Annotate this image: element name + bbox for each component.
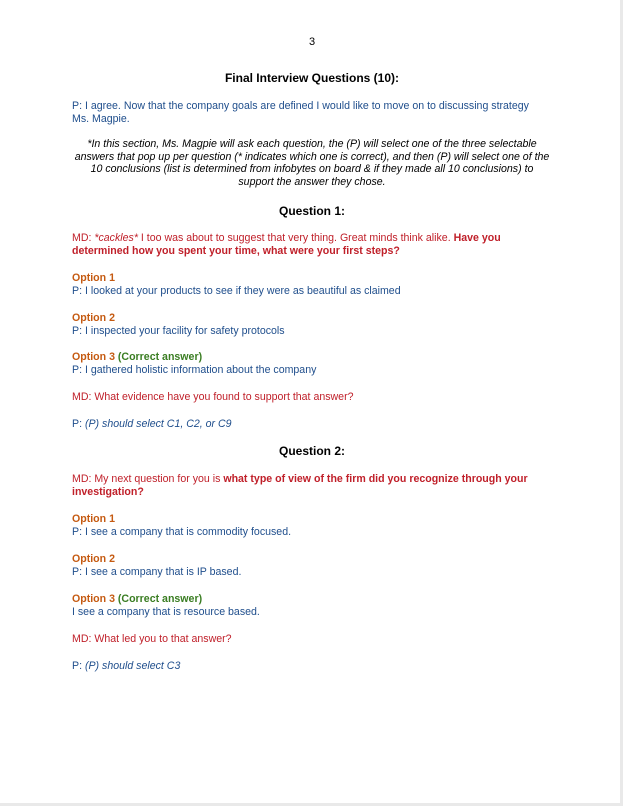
q1-md-text: I too was about to suggest that very thing. Great minds think alike.: [137, 232, 454, 244]
q2-option-2-text: P: I see a company that is IP based.: [72, 566, 242, 578]
q1-md-question: Have you determined how you spent your time, what were your first steps?: [72, 232, 501, 257]
question-2-heading: Question 2:: [278, 444, 345, 458]
q1-p-instruction: [72, 418, 232, 431]
q2-p-instruction-text: (P) should select C3: [84, 660, 181, 672]
q1-option-3-label: Option 3: [72, 351, 118, 363]
q2-option-2-label: Option 2: [72, 553, 115, 565]
q1-option-2-label: Option 2: [72, 312, 115, 324]
q2-option-3: [72, 593, 260, 619]
q2-option-1: [72, 513, 291, 539]
q1-option-1-label: Option 1: [72, 272, 115, 284]
q1-option-2-text: P: I inspected your facility for safety protocols: [72, 325, 285, 337]
q2-p-prefix: P:: [72, 660, 85, 672]
q2-option-1-label: Option 1: [72, 513, 115, 525]
q1-p-instruction-text: (P) should select C1, C2, or C9: [84, 418, 232, 430]
q2-p-instruction: [72, 660, 180, 673]
q1-option-1-text: P: I looked at your products to see if they were as beautiful as claimed: [72, 285, 401, 297]
q2-md-followup: MD: What led you to that answer?: [72, 633, 232, 645]
q2-option-3-text: I see a company that is resource based.: [72, 606, 260, 618]
q2-md-prompt: [72, 473, 542, 499]
q1-md-prefix: MD:: [72, 232, 95, 244]
q2-md-text: MD: My next question for you is: [72, 473, 224, 485]
section-title: Final Interview Questions (10):: [224, 71, 400, 85]
q1-option-3-correct: (Correct answer): [117, 351, 203, 363]
q2-md-question: what type of view of the firm did you recognize through your investigation?: [72, 473, 528, 498]
q1-option-3-text: P: I gathered holistic information about the company: [72, 364, 317, 376]
q1-option-2: [72, 312, 285, 338]
question-1-heading: Question 1:: [278, 204, 345, 218]
q1-p-prefix: P:: [72, 418, 85, 430]
q2-option-3-label: Option 3: [72, 593, 118, 605]
q2-option-2: [72, 553, 241, 579]
q1-md-emote: *cackles*: [94, 232, 138, 244]
q1-md-prompt: [72, 232, 542, 258]
q2-option-1-text: P: I see a company that is commodity focused.: [72, 526, 292, 538]
q1-option-1: [72, 272, 401, 298]
instructions-note: *In this section, Ms. Magpie will ask each question, the (P) will select one of the three selectable answers that pop up per question (* indicates which one is correct), and then (P) will select one of the 10 conclusions (list is determined from infobytes on board & if they made all 10 conclusions) to support the answer they chose.: [74, 138, 550, 188]
q1-md-followup: MD: What evidence have you found to support that answer?: [72, 391, 354, 403]
q2-option-3-correct: (Correct answer): [117, 593, 203, 605]
intro-paragraph: P: I agree. Now that the company goals are defined I would like to move on to discussing strategy Ms. Magpie.: [72, 100, 529, 125]
page-number: 3: [308, 36, 316, 48]
q1-option-3: [72, 351, 316, 377]
